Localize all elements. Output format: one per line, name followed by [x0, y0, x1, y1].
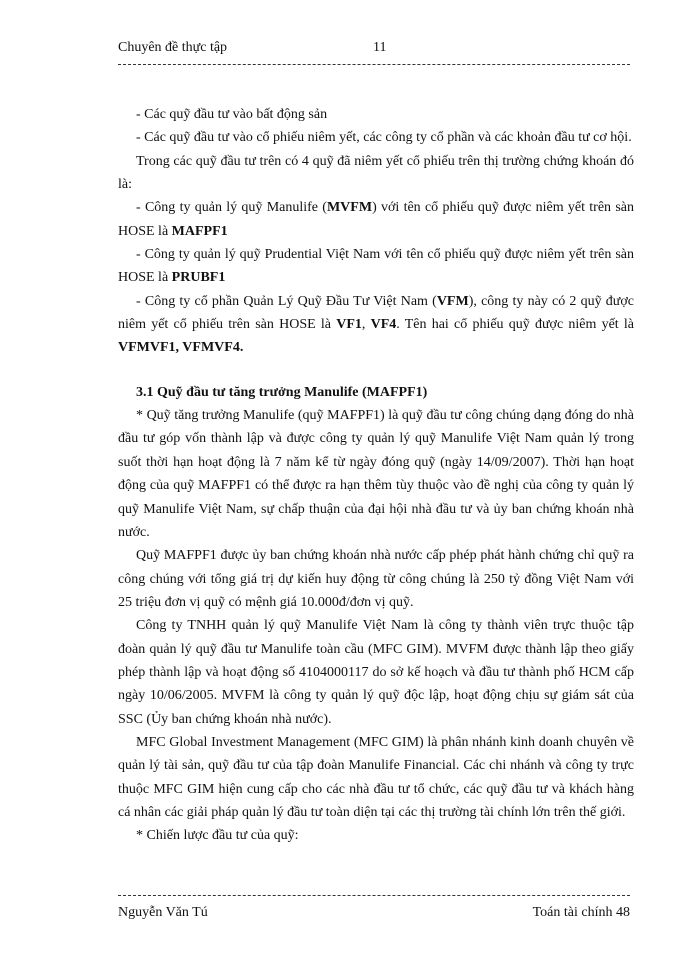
paragraph-fund-license: Quỹ MAFPF1 được ủy ban chứng khoán nhà nước cấp phép phát hành chứng chỉ quỹ ra công chúng với tổng giá trị dự kiến huy động từ công chúng là 250 tỷ đồng Việt Nam với 25 triệu đơn vị quỹ có mệnh giá 10.000đ/đơn vị quỹ. [118, 548, 634, 610]
fund-item-manulife: - Công ty quản lý quỹ Manulife (MVFM) với tên cổ phiếu quỹ được niêm yết trên sàn HOSE là MAFPF1 [118, 200, 634, 239]
paragraph-mfc-gim: MFC Global Investment Management (MFC GIM) là phân nhánh kinh doanh chuyên về quản lý tài sản, quỹ đầu tư của tập đoàn Manulife Financial. Các chi nhánh và công ty trực thuộc MFC GIM hiện cung cấp cho các nhà đầu tư tổ chức, các quỹ đầu tư và khách hàng cá nhân các giải pháp quản lý đầu tư toàn diện tại các thị trường tài chính lớn trên thế giới. [118, 734, 634, 820]
bullet-listed-stocks: - Các quỹ đầu tư vào cổ phiếu niêm yết, các công ty cổ phần và các khoản đầu tư cơ hội. [136, 130, 632, 146]
fund-item-vfm: - Công ty cổ phần Quản Lý Quỹ Đầu Tư Việt Nam (VFM), công ty này có 2 quỹ được niêm yết cổ phiếu trên sàn HOSE là VF1, VF4. Tên hai cổ phiếu quỹ được niêm yết là VFMVF1, VFMVF4. [118, 293, 635, 356]
paragraph-strategy-heading: * Chiến lược đầu tư của quỹ: [136, 828, 299, 844]
listed-funds-intro: Trong các quỹ đầu tư trên có 4 quỹ đã niêm yết cổ phiếu trên thị trường chứng khoán đó là: [118, 153, 634, 193]
page-body [118, 103, 634, 848]
page-header [118, 40, 630, 60]
page-number: 11 [373, 40, 387, 55]
footer-author: Nguyễn Văn Tú [118, 905, 208, 920]
footer-divider [118, 895, 630, 896]
fund-item-prudential: - Công ty quản lý quỹ Prudential Việt Nam với tên cổ phiếu quỹ được niêm yết trên sàn HOSE là PRUBF1 [118, 247, 634, 286]
paragraph-company-info: Công ty TNHH quản lý quỹ Manulife Việt Nam là công ty thành viên trực thuộc tập đoàn quản lý quỹ đầu tư Manulife toàn cầu (MFC GIM). MVFM được thành lập theo giấy phép thành lập và hoạt động số 4104000117 do sở kế hoạch và đầu tư thành phố HCM cấp ngày 10/06/2005. MVFM là công ty quản lý quỹ độc lập, hoạt động chịu sự giám sát của SSC (Ủy ban chứng khoán nhà nước). [118, 618, 634, 727]
bullet-real-estate: - Các quỹ đầu tư vào bất động sản [136, 107, 328, 122]
section-heading: 3.1 Quỹ đầu tư tăng trưởng Manulife (MAFPF1) [136, 384, 428, 400]
header-divider [118, 64, 630, 65]
header-title: Chuyên đề thực tập [118, 40, 228, 55]
footer-class-page: Toán tài chính 48 [532, 905, 630, 920]
page-footer [118, 905, 630, 925]
paragraph-fund-overview: * Quỹ tăng trưởng Manulife (quỹ MAFPF1) là quỹ đầu tư công chúng dạng đóng do nhà đầu tư góp vốn thành lập và được công ty quản lý quỹ Manulife Việt Nam quản lý trong suốt thời hạn hoạt động là 7 năm kể từ ngày đóng quỹ (ngày 14/09/2007). Thời hạn hoạt động của quỹ MAFPF1 có thể được ra hạn thêm tùy thuộc vào đề nghị của công ty quản lý quỹ Manulife Việt Nam, sự chấp thuận của đại hội nhà đầu tư và ủy ban chứng khoán nhà nước. [118, 408, 634, 540]
